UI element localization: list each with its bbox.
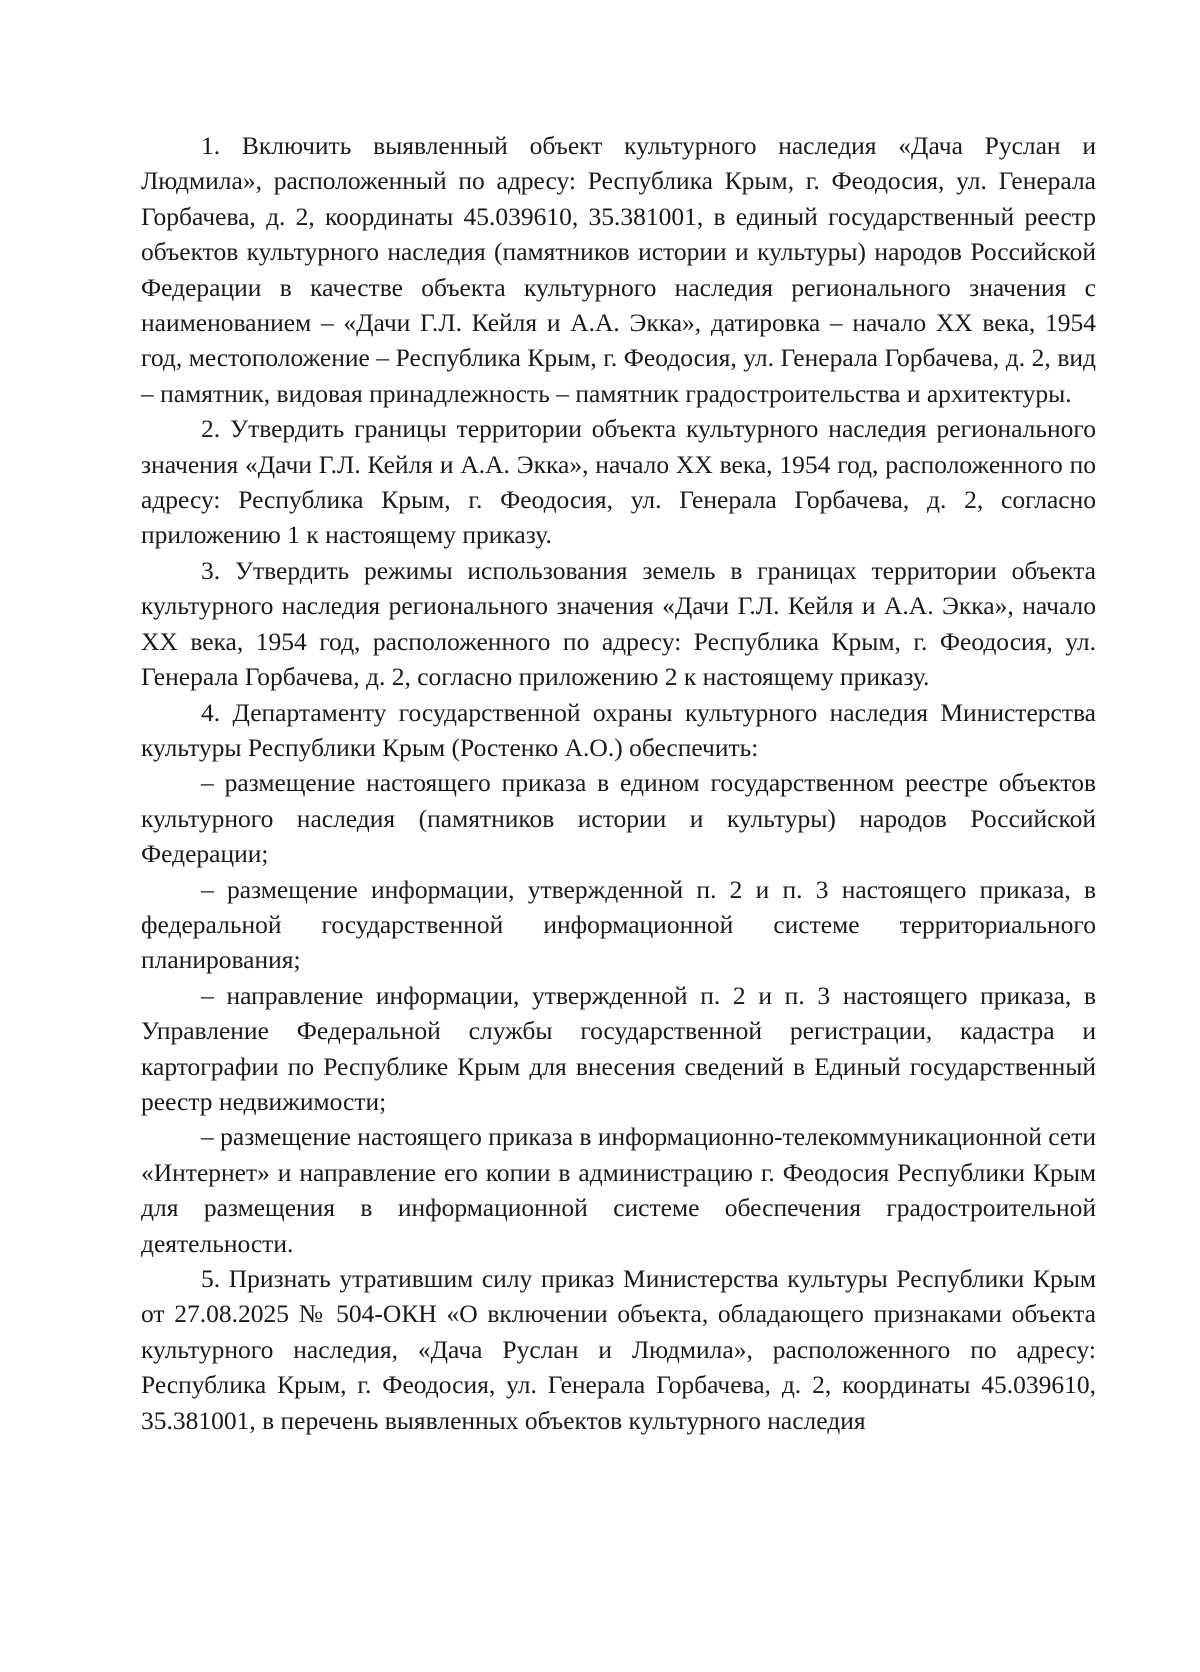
list-item-internet: – размещение настоящего приказа в информационно-телекоммуникационной сети «Интернет» и направление его копии в администрацию г. Феодосия Республики Крым для размещения в информационной системе обеспечения градостроительной деятельности. [141,1122,1096,1258]
paragraph-item-4: 4. Департаменту государственной охраны культурного наследия Министерства культуры Республики Крым (Ростенко А.О.) обеспечить: [141,697,1096,762]
list-item-fgis: – размещение информации, утвержденной п. 2 и п. 3 настоящего приказа, в федеральной государственной информационной системе территориального планирования; [141,874,1096,975]
paragraph-item-2: 2. Утвердить границы территории объекта культурного наследия регионального значения «Дачи Г.Л. Кейля и А.А. Экка», начало XX века, 1954 год, расположенного по адресу: Республика Крым, г. Феодосия, ул. Генерала Горбачева, д. 2, согласно приложению 1 к настоящему приказу. [141,414,1096,550]
list-item-rosreestr: – направление информации, утвержденной п. 2 и п. 3 настоящего приказа, в Управление Федеральной службы государственной регистрации, кадастра и картографии по Республике Крым для внесения сведений в Единый государственный реестр недвижимости; [141,980,1096,1116]
paragraph-item-5: 5. Признать утратившим силу приказ Министерства культуры Республики Крым от 27.08.2025 № 504-ОКН «О включении объекта, обладающего признаками объекта культурного наследия, «Дача Руслан и Людмила», расположенного по адресу: Республика Крым, г. Феодосия, ул. Генерала Горбачева, д. 2, координаты 45.039610, 35.381001, в перечень выявленных объектов культурного наследия [141,1264,1096,1435]
list-item-registry: – размещение настоящего приказа в едином государственном реестре объектов культурного наследия (памятников истории и культуры) народов Российской Федерации; [141,768,1096,869]
paragraph-item-3: 3. Утвердить режимы использования земель в границах территории объекта культурного наследия регионального значения «Дачи Г.Л. Кейля и А.А. Экка», начало XX века, 1954 год, расположенного по адресу: Республика Крым, г. Феодосия, ул. Генерала Горбачева, д. 2, согласно приложению 2 к настоящему приказу. [141,555,1096,692]
document-body [141,128,1096,1438]
paragraph-item-1: 1. Включить выявленный объект культурного наследия «Дача Руслан и Людмила», расположенный по адресу: Республика Крым, г. Феодосия, ул. Генерала Горбачева, д. 2, координаты 45.039610, 35.381001, в единый государственный реестр объектов культурного наследия (памятников истории и культуры) народов Российской Федерации в качестве объекта культурного наследия регионального значения с наименованием – «Дачи Г.Л. Кейля и А.А. Экка», датировка – начало XX века, 1954 год, местоположение – Республика Крым, г. Феодосия, ул. Генерала Горбачева, д. 2, вид – памятник, видовая принадлежность – памятник градостроительства и архитектуры. [141,131,1096,408]
